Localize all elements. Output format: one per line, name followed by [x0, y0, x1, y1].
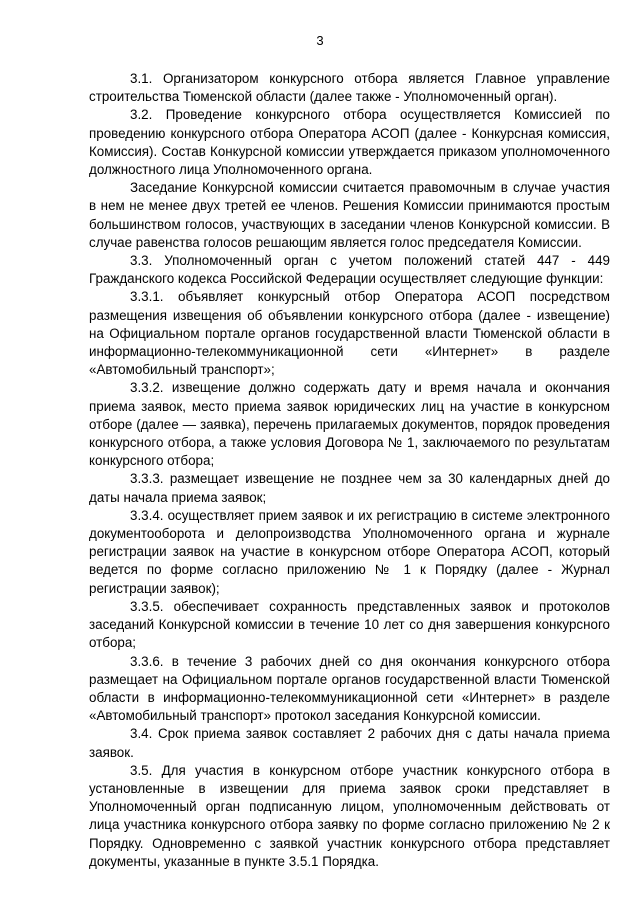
paragraph-3-2: 3.2. Проведение конкурсного отбора осуществляется Комиссией по проведению конкурсного отбора Оператора АСОП (далее - Конкурсная комиссия, Комиссия). Состав Конкурсной комиссии утверждается приказом уполномоченного должностного лица Уполномоченного органа.: [89, 107, 610, 178]
paragraph-3-3-3: 3.3.3. размещает извещение не позднее чем за 30 календарных дней до даты начала приема заявок;: [89, 471, 610, 505]
paragraph-3-4: 3.4. Срок приема заявок составляет 2 рабочих дня с даты начала приема заявок.: [89, 726, 610, 760]
page-number: 3: [316, 33, 324, 48]
paragraph-3-3-2: 3.3.2. извещение должно содержать дату и время начала и окончания приема заявок, место приема заявок юридических лиц на участие в конкурсном отборе (далее — заявка), перечень прилагаемых документов, порядок проведения конкурсного отбора, а также условия Договора № 1, заключаемого по результатам конкурсного отбора;: [89, 380, 610, 469]
paragraph-3-5: 3.5. Для участия в конкурсном отборе участник конкурсного отбора в установленные в извещении для приема заявок сроки представляет в Уполномоченный орган подписанную лицом, уполномоченным действовать от лица участника конкурсного отбора заявку по форме согласно приложению № 2 к Порядку. Одновременно с заявкой участник конкурсного отбора представляет документы, указанные в пункте 3.5.1 Порядка.: [89, 762, 610, 869]
paragraph-quorum: Заседание Конкурсной комиссии считается правомочным в случае участия в нем не менее двух третей ее членов. Решения Комиссии принимаются простым большинством голосов, участвующих в заседании членов Конкурсной комиссии. В случае равенства голосов решающим является голос председателя Комиссии.: [89, 180, 610, 250]
paragraph-3-3-1: 3.3.1. объявляет конкурсный отбор Оператора АСОП посредством размещения извещения об объявлении конкурсного отбора (далее - извещение) на Официальном портале органов государственной власти Тюменской области в информационно-телекоммуникационной сети «Интернет» в разделе «Автомобильный транспорт»;: [89, 289, 610, 378]
paragraph-3-3-5: 3.3.5. обеспечивает сохранность представленных заявок и протоколов заседаний Конкурсной комиссии в течение 10 лет со дня завершения конкурсного отбора;: [89, 598, 610, 651]
paragraph-3-1: 3.1. Организатором конкурсного отбора является Главное управление строительства Тюменской области (далее также - Уполномоченный орган).: [89, 71, 610, 105]
paragraph-3-3-4: 3.3.4. осуществляет прием заявок и их регистрацию в системе электронного документооборота и делопроизводства Уполномоченного органа и журнале регистрации заявок на участие в конкурсном отборе Оператора АСОП, который ведется по форме согласно приложению № 1 к Порядку (далее - Журнал регистрации заявок);: [89, 507, 610, 596]
paragraph-3-3-6: 3.3.6. в течение 3 рабочих дней со дня окончания конкурсного отбора размещает на Официальном портале органов государственной власти Тюменской области в информационно-телекоммуникационной сети «Интернет» в разделе «Автомобильный транспорт» протокол заседания Конкурсной комиссии.: [89, 653, 610, 724]
document-body: [89, 70, 610, 871]
paragraph-3-3: 3.3. Уполномоченный орган с учетом положений статей 447 - 449 Гражданского кодекса Российской Федерации осуществляет следующие функции:: [89, 253, 610, 287]
